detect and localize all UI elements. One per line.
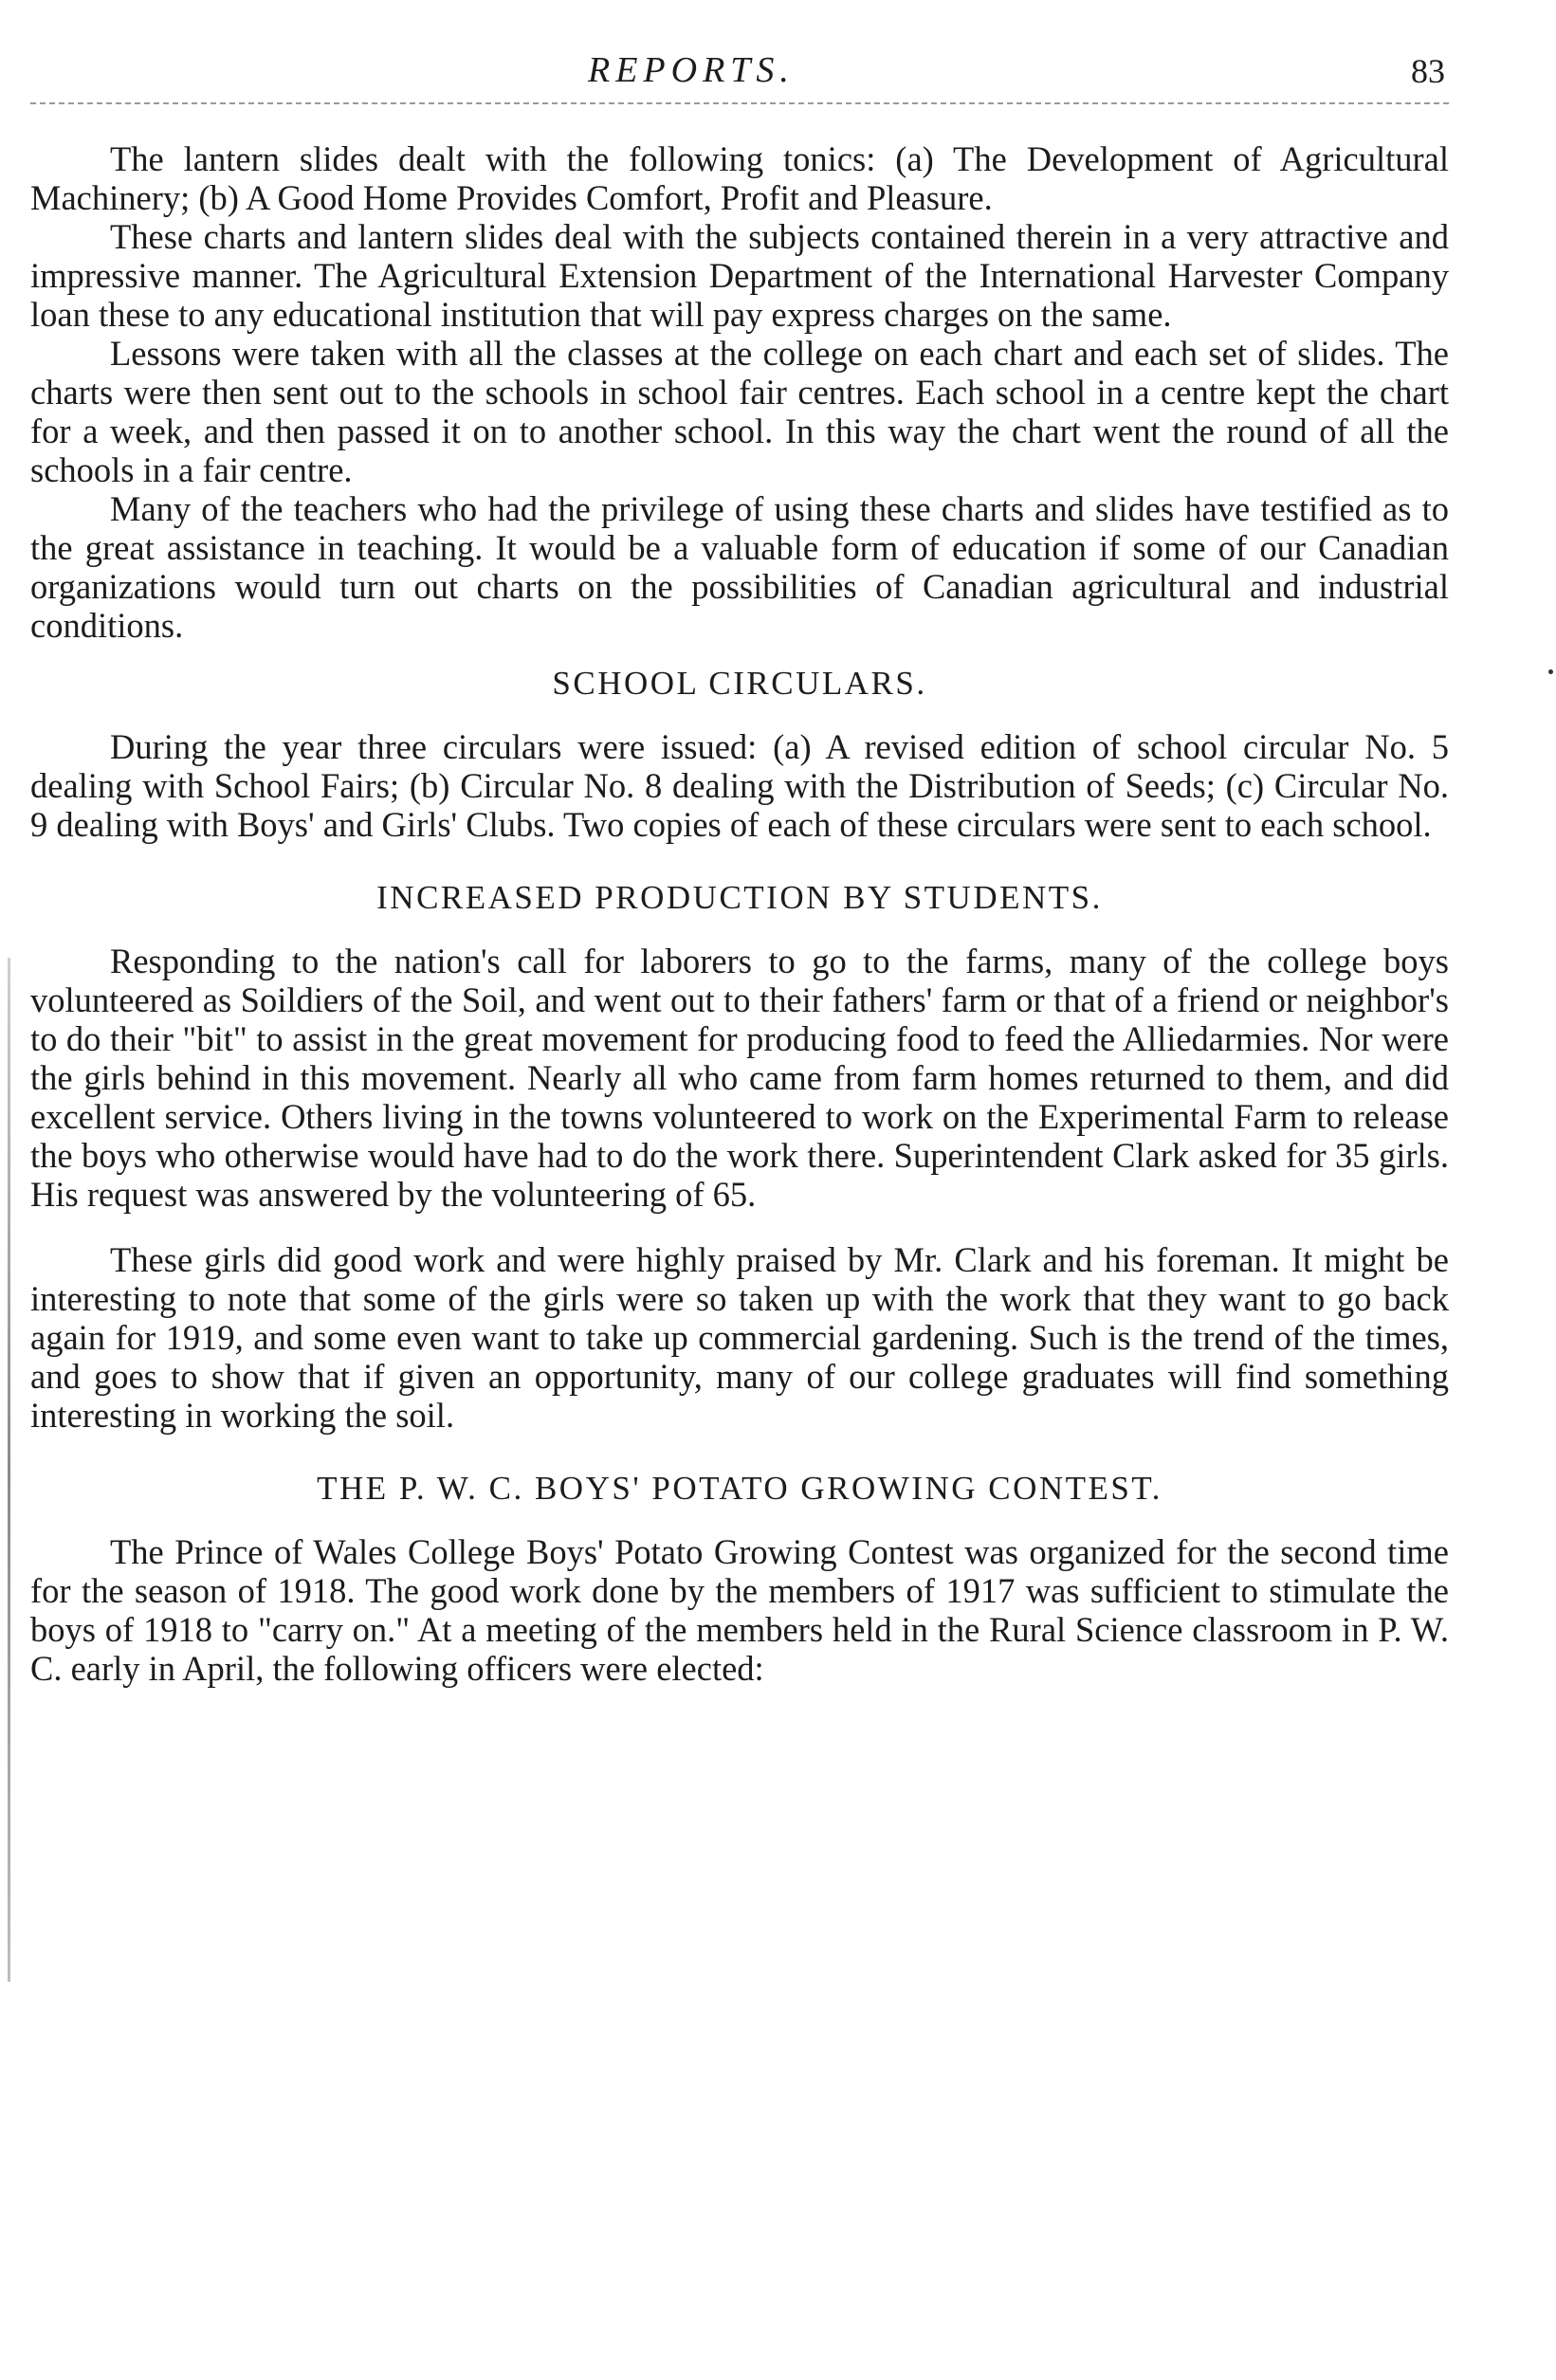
paragraph-lantern-slides: The lantern slides dealt with the following tonics: (a) The Development of Agricultural Machinery; (b) A Good Home Provides Comfort, Profit and Pleasure. <box>30 139 1449 217</box>
paragraph-girls: These girls did good work and were highly praised by Mr. Clark and his foreman. It might be interesting to note that some of the girls were so taken up with the work that they want to go back again for 1919, and some even want to take up commercial gardening. Such is the trend of the times, and goes to show that if given an opportunity, many of our college graduates will find something interesting in working the soil. <box>30 1240 1449 1435</box>
binding-edge <box>8 958 10 1982</box>
running-head <box>0 49 1556 106</box>
body-text <box>30 139 1449 1688</box>
paragraph-potato-contest: The Prince of Wales College Boys' Potato Growing Contest was organized for the second time for the season of 1918. The good work done by the members of 1917 was sufficient to stimulate the boys of 1918 to "carry on." At a meeting of the members held in the Rural Science classroom in P. W. C. early in April, the following officers were elected: <box>30 1532 1449 1688</box>
paragraph-circulars: During the year three circulars were issued: (a) A revised edition of school circular No. 5 dealing with School Fairs; (b) Circular No. 8 dealing with the Distribution of Seeds; (c) Circular No. 9 dealing with Boys' and Girls' Clubs. Two copies of each of these circulars were sent to each school. <box>30 727 1449 844</box>
running-title: REPORTS. <box>588 50 795 90</box>
paragraph-charts-slides: These charts and lantern slides deal with the subjects contained therein in a very attractive and impressive manner. The Agricultural Extension Department of the International Harvester Company loan these to any educational institution that will pay express charges on the same. <box>30 217 1449 334</box>
page-number: 83 <box>1411 52 1445 90</box>
heading-increased-production: INCREASED PRODUCTION BY STUDENTS. <box>376 879 1103 916</box>
paragraph-lessons: Lessons were taken with all the classes at the college on each chart and each set of slides. The charts were then sent out to the schools in school fair centres. Each school in a centre kept the chart for a week, and then passed it on to another school. In this way the chart went the round of all the schools in a fair centre. <box>30 334 1449 489</box>
paragraph-teachers: Many of the teachers who had the privilege of using these charts and slides have testified as to the great assistance in teaching. It would be a valuable form of education if some of our Canadian organizations would turn out charts on the possibilities of Canadian agricultural and industrial conditions. <box>30 489 1449 645</box>
heading-school-circulars: SCHOOL CIRCULARS. <box>552 665 927 702</box>
scan-speck <box>1548 669 1553 674</box>
header-rule <box>30 102 1449 104</box>
paragraph-responding: Responding to the nation's call for laborers to go to the farms, many of the college boys volunteered as Soildiers of the Soil, and went out to their fathers' farm or that of a friend or neighbor's to do their "bit" to assist in the great movement for producing food to feed the Alliedarmies. Nor were the girls behind in this movement. Nearly all who came from farm homes returned to them, and did excellent service. Others living in the towns volunteered to work on the Experimental Farm to release the boys who otherwise would have had to do the work there. Superintendent Clark asked for 35 girls. His request was answered by the volunteering of 65. <box>30 942 1449 1214</box>
heading-potato-contest: THE P. W. C. BOYS' POTATO GROWING CONTEST. <box>317 1470 1162 1507</box>
